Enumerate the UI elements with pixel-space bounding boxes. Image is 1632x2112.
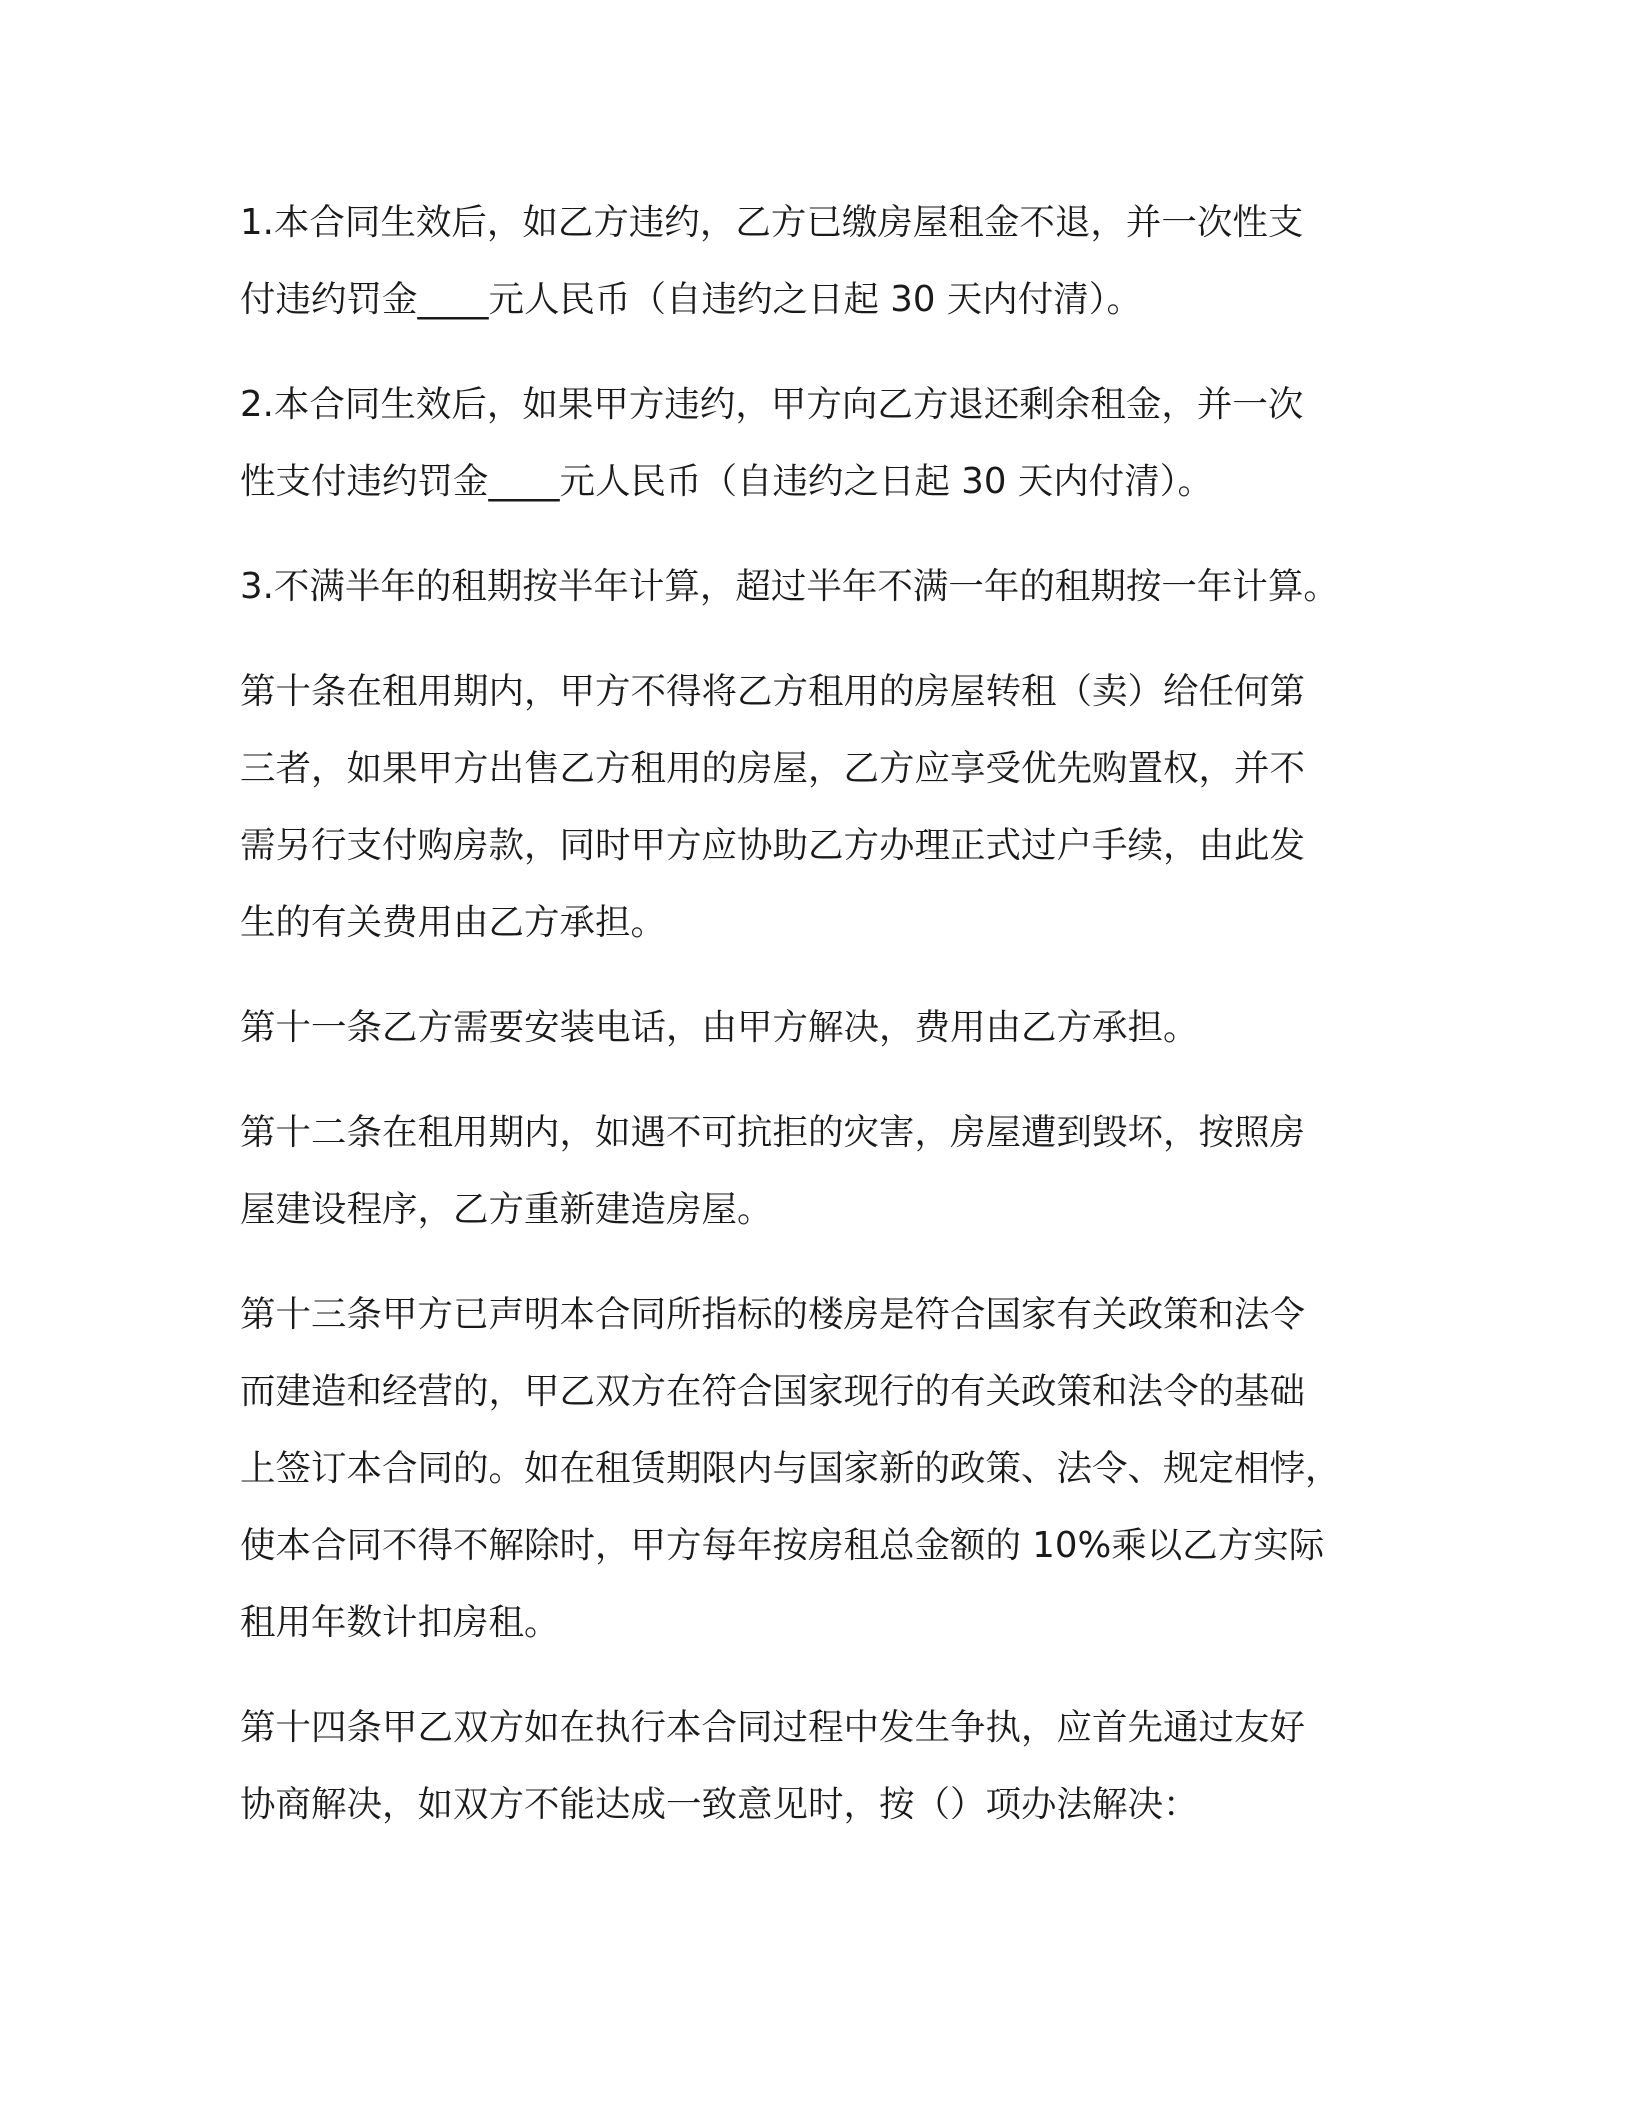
text-line: 使本合同不得不解除时，甲方每年按房租总金额的 10%乘以乙方实际 xyxy=(240,1525,1325,1566)
clause-paragraph-1 xyxy=(240,184,1390,338)
article-12-paragraph xyxy=(240,1094,1390,1248)
clause-paragraph-2 xyxy=(240,366,1390,520)
text-line: 上签订本合同的。如在租赁期限内与国家新的政策、法令、规定相悖， xyxy=(240,1448,1341,1489)
text-line: 三者，如果甲方出售乙方租用的房屋，乙方应享受优先购置权，并不 xyxy=(240,748,1306,789)
text-line: 第十四条甲乙双方如在执行本合同过程中发生争执，应首先通过友好 xyxy=(240,1707,1306,1748)
text-line: 第十一条乙方需要安装电话，由甲方解决，费用由乙方承担。 xyxy=(240,1007,1199,1048)
text-line: 屋建设程序，乙方重新建造房屋。 xyxy=(240,1189,773,1230)
text-line: 付违约罚金____元人民币（自违约之日起 30 天内付清）。 xyxy=(240,279,1142,320)
article-11-paragraph xyxy=(240,989,1390,1066)
text-line: 第十条在租用期内，甲方不得将乙方租用的房屋转租（卖）给任何第 xyxy=(240,671,1306,712)
clause-paragraph-3 xyxy=(240,548,1390,625)
text-line: 性支付违约罚金____元人民币（自违约之日起 30 天内付清）。 xyxy=(240,461,1213,502)
text-line: 3.不满半年的租期按半年计算，超过半年不满一年的租期按一年计算。 xyxy=(240,566,1339,607)
text-line: 而建造和经营的，甲乙双方在符合国家现行的有关政策和法令的基础 xyxy=(240,1371,1306,1412)
article-13-paragraph xyxy=(240,1276,1390,1661)
text-line: 租用年数计扣房租。 xyxy=(240,1602,560,1643)
text-line: 需另行支付购房款，同时甲方应协助乙方办理正式过户手续，由此发 xyxy=(240,825,1306,866)
text-line: 1.本合同生效后，如乙方违约，乙方已缴房屋租金不退，并一次性支 xyxy=(240,202,1304,243)
article-10-paragraph xyxy=(240,653,1390,961)
text-line: 第十三条甲方已声明本合同所指标的楼房是符合国家有关政策和法令 xyxy=(240,1294,1306,1335)
text-line: 2.本合同生效后，如果甲方违约，甲方向乙方退还剩余租金，并一次 xyxy=(240,384,1304,425)
article-14-paragraph xyxy=(240,1689,1390,1843)
text-line: 生的有关费用由乙方承担。 xyxy=(240,902,667,943)
text-line: 协商解决，如双方不能达成一致意见时，按（）项办法解决： xyxy=(240,1784,1199,1825)
document-body xyxy=(240,184,1390,1871)
text-line: 第十二条在租用期内，如遇不可抗拒的灾害，房屋遭到毁坏，按照房 xyxy=(240,1112,1306,1153)
